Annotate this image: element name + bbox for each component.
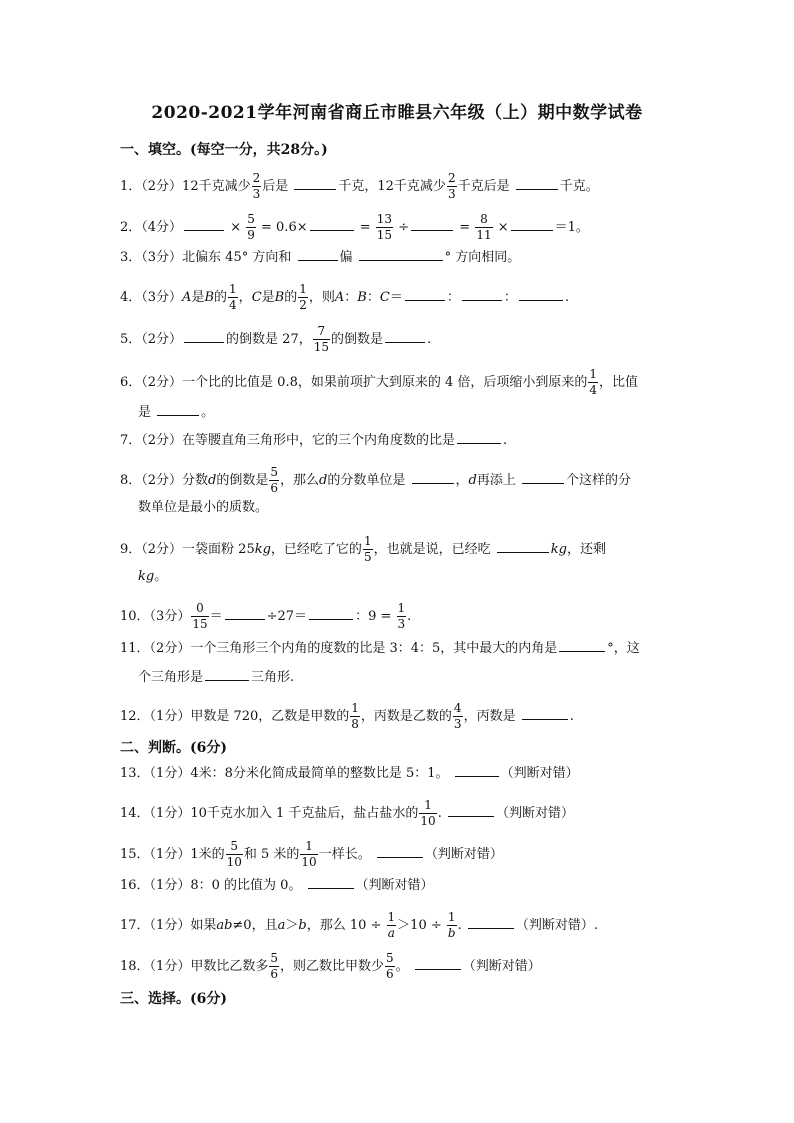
answer-blank[interactable] bbox=[411, 217, 453, 231]
fraction-5-6: $\frac{5}{6}$ bbox=[270, 465, 279, 495]
answer-blank[interactable] bbox=[511, 217, 553, 231]
fraction-5-6: $\frac{5}{6}$ bbox=[270, 951, 278, 981]
section-heading-fill-in: 一、填空。(每空一分，共28分。) bbox=[120, 142, 328, 158]
fraction-1-b: $\frac{1}{b}$ bbox=[447, 910, 456, 940]
question-1: 1．（2分）12千克减少 $\frac{2}{3}$ 后是 千克，12千克减少 $\frac{2}{3}$ 千克后是 千克。 bbox=[120, 171, 599, 201]
answer-blank[interactable] bbox=[205, 667, 249, 681]
answer-blank[interactable] bbox=[308, 875, 354, 889]
fraction-2-3: $\frac{2}{3}$ bbox=[447, 171, 456, 201]
answer-blank[interactable] bbox=[522, 470, 564, 484]
fraction-5-10: $\frac{5}{10}$ bbox=[226, 839, 242, 869]
question-17: 17．（1分）如果ab≠0，且a＞b，那么 10 ÷ $\frac{1}{a}$ ＞10 ÷ $\frac{1}{b}$ . （判断对错）. bbox=[120, 910, 598, 940]
answer-blank[interactable] bbox=[468, 915, 514, 929]
answer-blank[interactable] bbox=[157, 402, 199, 416]
question-9: 9．（2分）一袋面粉 25kg，已经吃了它的 $\frac{1}{5}$ ，也就是说，已经吃 kg，还剩 bbox=[120, 534, 606, 564]
answer-blank[interactable] bbox=[377, 844, 423, 858]
answer-blank[interactable] bbox=[225, 606, 265, 620]
answer-blank[interactable] bbox=[457, 430, 501, 444]
question-11-continued: 个三角形是 三角形. bbox=[138, 667, 294, 687]
question-10: 10．（3分） $\frac{0}{15}$ ＝ ÷27＝ ：9 = $\frac{1}{3}$ . bbox=[120, 601, 412, 631]
fraction-5-6: $\frac{5}{6}$ bbox=[385, 951, 394, 981]
fraction-1-4: $\frac{1}{4}$ bbox=[589, 367, 598, 397]
question-4: 4．（3分）A是B的 $\frac{1}{4}$ ，C是B的 $\frac{1}{2}$ ，则A：B：C＝ ： ： . bbox=[120, 282, 570, 312]
question-3: 3．（3分）北偏东 45° 方向和 偏 ° 方向相同。 bbox=[120, 247, 520, 267]
fraction-1-10: $\frac{1}{10}$ bbox=[420, 798, 436, 828]
question-12: 12．（1分）甲数是 720，乙数是甲数的 $\frac{1}{8}$ ，丙数是乙数的 $\frac{4}{3}$ ，丙数是 . bbox=[120, 701, 574, 731]
fraction-1-5: $\frac{1}{5}$ bbox=[363, 534, 372, 564]
answer-blank[interactable] bbox=[519, 287, 563, 301]
question-11: 11．（2分）一个三角形三个内角的度数的比是 3：4：5，其中最大的内角是 °，这 bbox=[120, 638, 640, 658]
question-9-continued: kg。 bbox=[138, 569, 168, 584]
answer-blank[interactable] bbox=[310, 217, 354, 231]
question-6: 6．（2分）一个比的比值是 0.8，如果前项扩大到原来的 4 倍，后项缩小到原来的 $\frac{1}{4}$ ，比值 bbox=[120, 367, 639, 397]
answer-blank[interactable] bbox=[298, 247, 338, 261]
answer-blank[interactable] bbox=[412, 470, 454, 484]
fraction-13-15: $\frac{13}{15}$ bbox=[376, 212, 393, 242]
question-16: 16．（1分）8：0 的比值为 0。 （判断对错） bbox=[120, 875, 434, 895]
page-title: 2020-2021学年河南省商丘市睢县六年级（上）期中数学试卷 bbox=[151, 103, 643, 123]
question-5: 5．（2分） 的倒数是 27， $\frac{7}{15}$ 的倒数是 . bbox=[120, 324, 432, 354]
fraction-5-9: $\frac{5}{9}$ bbox=[247, 212, 255, 242]
answer-blank[interactable] bbox=[294, 176, 336, 190]
fraction-1-2: $\frac{1}{2}$ bbox=[299, 282, 307, 312]
answer-blank[interactable] bbox=[184, 217, 224, 231]
answer-blank[interactable] bbox=[516, 176, 558, 190]
fraction-1-3: $\frac{1}{3}$ bbox=[397, 601, 406, 631]
question-13: 13．（1分）4米：8分米化简成最简单的整数比是 5：1。 （判断对错） bbox=[120, 763, 579, 783]
answer-blank[interactable] bbox=[462, 287, 502, 301]
fraction-1-8: $\frac{1}{8}$ bbox=[351, 701, 359, 731]
question-15: 15．（1分）1米的 $\frac{5}{10}$ 和 5 米的 $\frac{1}{10}$ 一样长。 （判断对错） bbox=[120, 839, 503, 869]
answer-blank[interactable] bbox=[184, 329, 224, 343]
section-heading-multiple-choice: 三、选择。(6分) bbox=[120, 991, 227, 1007]
answer-blank[interactable] bbox=[448, 803, 494, 817]
fraction-1-4: $\frac{1}{4}$ bbox=[229, 282, 237, 312]
answer-blank[interactable] bbox=[385, 329, 425, 343]
fraction-2-3: $\frac{2}{3}$ bbox=[252, 171, 261, 201]
fraction-0-15: $\frac{0}{15}$ bbox=[192, 601, 208, 631]
question-2: 2．（4分） × $\frac{5}{9}$ = 0.6× = $\frac{13}{15}$ ÷ = $\frac{8}{11}$ × ＝1。 bbox=[120, 212, 589, 242]
question-7: 7．（2分）在等腰直角三角形中，它的三个内角度数的比是 . bbox=[120, 430, 507, 450]
question-8: 8．（2分）分数d的倒数是 $\frac{5}{6}$ ，那么d的分数单位是 ，d再添上 个这样的分 bbox=[120, 465, 632, 495]
answer-blank[interactable] bbox=[522, 706, 568, 720]
answer-blank[interactable] bbox=[405, 287, 445, 301]
fraction-1-a: $\frac{1}{a}$ bbox=[387, 910, 396, 940]
question-18: 18．（1分）甲数比乙数多 $\frac{5}{6}$ ，则乙数比甲数少 $\frac{5}{6}$ 。 （判断对错） bbox=[120, 951, 541, 981]
answer-blank[interactable] bbox=[497, 539, 549, 553]
fraction-8-11: $\frac{8}{11}$ bbox=[476, 212, 492, 242]
fraction-7-15: $\frac{7}{15}$ bbox=[313, 324, 330, 354]
answer-blank[interactable] bbox=[359, 247, 443, 261]
answer-blank[interactable] bbox=[415, 956, 461, 970]
fraction-1-10: $\frac{1}{10}$ bbox=[301, 839, 317, 869]
fraction-4-3: $\frac{4}{3}$ bbox=[453, 701, 462, 731]
question-14: 14．（1分）10千克水加入 1 千克盐后，盐占盐水的 $\frac{1}{10}$ . （判断对错） bbox=[120, 798, 574, 828]
answer-blank[interactable] bbox=[309, 606, 353, 620]
answer-blank[interactable] bbox=[455, 763, 499, 777]
question-8-continued: 数单位是最小的质数。 bbox=[138, 500, 269, 515]
section-heading-true-false: 二、判断。(6分) bbox=[120, 740, 227, 756]
answer-blank[interactable] bbox=[559, 638, 605, 652]
question-6-continued: 是 。 bbox=[138, 402, 214, 422]
